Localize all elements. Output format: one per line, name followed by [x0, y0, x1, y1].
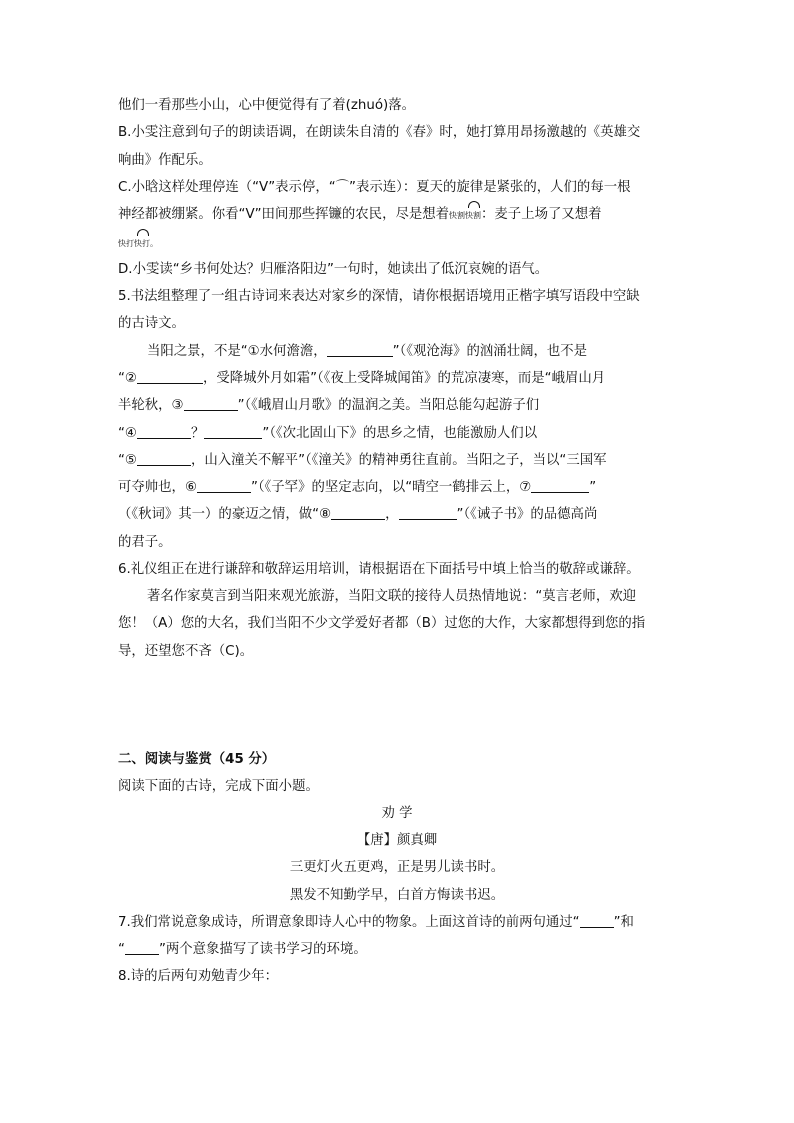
poem-line-1: 三更灯火五更鸡，正是男儿读书时。 — [289, 860, 505, 875]
q4-option-c-text2: ：麦子上场了又想着 — [481, 207, 602, 222]
q6-para-line1: 著名作家莫言到当阳来观光旅游，当阳文联的接待人员热情地说：“莫言老师，欢迎 — [147, 589, 636, 604]
q5-text: ” — [589, 480, 597, 495]
q5-stem-line1: 5.书法组整理了一组古诗词来表达对家乡的深情，请你根据语境用正楷字填写语段中空缺 — [118, 289, 640, 304]
q7-line2 — [118, 940, 367, 960]
q5-text: ”（《峨眉山月歌》的温润之美。当阳总能勾起游子们 — [237, 398, 540, 413]
blank-4a[interactable] — [137, 424, 191, 439]
q5-text: “④ — [118, 426, 137, 441]
q5-text: “② — [118, 371, 137, 386]
blank-1[interactable] — [327, 342, 393, 357]
q5-text: 当阳之景，不是“①水何澹澹， — [147, 344, 327, 359]
poem-line-2: 黑发不知勤学早，白首方悔读书迟。 — [289, 888, 505, 903]
q5-para-line6 — [118, 478, 596, 498]
section2-heading: 二、阅读与鉴赏（45 分） — [118, 752, 276, 767]
blank-7[interactable] — [531, 478, 589, 493]
poem-author: 【唐】颜真卿 — [356, 833, 438, 848]
blank-8a[interactable] — [331, 505, 385, 520]
q5-para-line3 — [118, 396, 539, 416]
q7-text: 7.我们常说意象成诗，所谓意象即诗人心中的物象。上面这首诗的前两句通过“ — [118, 915, 580, 930]
q4-option-d: D.小雯读“乡书何处达？归雁洛阳边”一句时，她读出了低沉哀婉的语气。 — [118, 262, 549, 277]
kuai-ge-1: 快割 — [449, 211, 466, 220]
liaison-mark: 快割 — [465, 206, 481, 226]
section2-intro: 阅读下面的古诗，完成下面小题。 — [118, 779, 319, 794]
q6-stem: 6.礼仪组正在进行谦辞和敬辞运用培训，请根据语在下面括号中填上恰当的敬辞或谦辞。 — [118, 562, 640, 577]
q8-stem: 8.诗的后两句劝勉青少年： — [118, 969, 279, 984]
q6-para-line3: 导，还望您不吝（C)。 — [118, 644, 254, 659]
blank-5[interactable] — [137, 451, 191, 466]
blank-4b[interactable] — [204, 424, 262, 439]
q5-text: ？ — [190, 426, 205, 441]
q5-stem-line2: 的古诗文。 — [118, 316, 185, 331]
q5-para-line4 — [118, 424, 537, 444]
q7-line1 — [118, 913, 634, 933]
q7-text: “ — [118, 942, 125, 957]
q4-line-a: 他们一看那些小山，心中便觉得有了着(zhuó)落。 — [118, 98, 416, 113]
q5-para-line8: 的君子。 — [118, 535, 172, 550]
q5-text: ，山入潼关不解平”（《潼关》的精神勇往直前。当阳之子，当以“三国军 — [190, 453, 607, 468]
blank-6[interactable] — [197, 478, 251, 493]
q5-para-line5 — [118, 451, 607, 471]
poem-title: 劝 学 — [381, 806, 413, 821]
q7-blank-2[interactable] — [125, 940, 159, 955]
kuai-da-1: 快打 — [118, 239, 134, 248]
q5-text: ，受降城外月如霜”（《夜上受降城闻笛》的荒凉凄寒，而是“峨眉山月 — [202, 371, 606, 386]
q5-text: “⑤ — [118, 453, 137, 468]
q7-text: ”两个意象描写了读书学习的环境。 — [158, 942, 367, 957]
q5-para-line2 — [118, 369, 605, 389]
q5-text: ”（《子罕》的坚定志向，以“晴空一鹤排云上，⑦ — [250, 480, 532, 495]
q5-text: ， — [385, 507, 399, 522]
q4-option-c-line3 — [118, 233, 158, 254]
q4-option-b-line2: 响曲》作配乐。 — [118, 153, 212, 168]
q4-option-c-line2 — [118, 205, 602, 226]
blank-8b[interactable] — [399, 505, 457, 520]
q5-text: （《秋词》其一）的豪迈之情，做“⑧ — [118, 507, 332, 522]
q5-text: ”（《次北固山下》的思乡之情，也能激励人们以 — [262, 426, 538, 441]
q5-text: ”（《观沧海》的汹涌壮阔，也不是 — [392, 344, 588, 359]
q6-para-line2: 您！（A）您的大名，我们当阳不少文学爱好者都（B）过您的大作，大家都想得到您的指 — [118, 616, 646, 631]
q4-option-c-line1: C.小晗这样处理停连（“V”表示停，“⌒”表示连）：夏天的旋律是紧张的，人们的每一根 — [118, 180, 631, 195]
q4-option-c-text: 神经都被绷紧。你看“V”田间那些挥镰的农民，尽是想着 — [118, 207, 450, 222]
blank-2[interactable] — [137, 369, 203, 384]
q5-text: 可夺帅也，⑥ — [118, 480, 197, 495]
q5-text: 半轮秋，③ — [118, 398, 184, 413]
q7-blank-1[interactable] — [580, 913, 614, 928]
q5-para-line1 — [147, 342, 587, 362]
blank-3[interactable] — [184, 396, 238, 411]
end-mark: 。 — [150, 239, 158, 248]
q7-text: ”和 — [613, 915, 634, 930]
q4-option-b-line1: B.小雯注意到句子的朗读语调，在朗读朱自清的《春》时，她打算用昂扬激越的《英雄交 — [118, 125, 641, 140]
q5-para-line7 — [118, 505, 597, 525]
liaison-mark-2: 快打 — [134, 234, 150, 254]
q5-text: ”（《诫子书》的品德高尚 — [456, 507, 598, 522]
